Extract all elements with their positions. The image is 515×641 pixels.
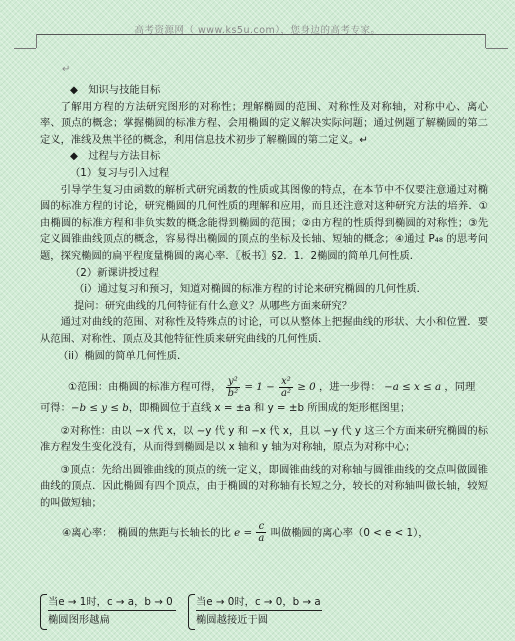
page-header: 高考资源网（ www.ks5u.com），您身边的高考专家。 <box>134 25 381 36</box>
lesson-body: 通过对曲线的范围、对称性及特殊点的讨论，可以从整体上把握曲线的形状、大小和位置．要从范围、对称性、顶点及其他特征性质来研究曲线的几何性质． <box>40 316 488 345</box>
range-eq-tail: ，进一步得： <box>319 381 381 394</box>
eccentricity-cases <box>40 594 488 630</box>
section-title-process: ◆ 过程与方法目标 <box>70 150 171 163</box>
symmetry-paragraph: ②对称性：由以 −x 代 x，以 −y 代 y 和 −x 代 x，且以 −y 代 y 这三个方面来研究椭圆的标准方程发生变化没有，从而得到椭圆是以 x 轴和 y 轴为对称轴，原点为对称中心； <box>40 424 488 454</box>
corner-mark-left <box>36 34 37 48</box>
header-rule <box>36 34 486 35</box>
lesson-point-i: （i）通过复习和预习，知道对椭圆的标准方程的讨论来研究椭圆的几何性质． <box>74 283 427 296</box>
fraction-y2-b2: $\frac{\text{y²}}{\text{b²}}$ <box>227 375 239 399</box>
subsection-review-body: 引导学生复习由函数的解析式研究函数的性质或其图像的特点，在本节中不仅要注意通过对椭圆的标准方程的讨论，研究椭圆的几何性质的理解和应用，而且还注意对这种研究方法的培养．①由椭圆的标准方程和非负实数的概念能得到椭圆的范围；②由方程的性质得到椭圆的对称性；③先定义圆锥曲线顶点的概念，容易得出椭圆的顶点的坐标及长轴、短轴的概念；④通过 P₄₈ 的思考问题，探究椭圆的扁平程度量椭圆的离心率．〖板书〗§2．1．2椭圆的简单几何性质． <box>40 183 488 262</box>
range-equation-line: ①范围：由椭圆的标准方程可得， $\frac{\text{y²}}{\text{b²}}$ = 1 − $\frac{\text{x²}}{\text{a²}}$ ≥ 0 ，进一步得： −a ≤ x ≤ a ，同理 <box>68 375 476 399</box>
eccentricity-e: e = <box>234 526 253 539</box>
range-tail: ，同理 <box>444 381 476 394</box>
document-body <box>40 60 488 546</box>
eccentricity-lead: ④离心率： 椭圆的焦距与长轴长的比 <box>62 526 231 539</box>
case-e-to-0: 当e → 0时，c → 0，b → a <box>196 596 321 608</box>
corner-mark-left-h <box>14 48 36 49</box>
case-divider-left <box>48 610 176 611</box>
right-brace <box>188 594 195 630</box>
case-flat: 椭圆图形越扁 <box>48 614 110 626</box>
fraction-x2-a2: $\frac{\text{x²}}{\text{a²}}$ <box>281 375 291 399</box>
eccentricity-line <box>40 520 488 546</box>
subsection-new-lesson: （2）新课讲授过程 <box>70 266 170 279</box>
range-ineq-x: −a ≤ x ≤ a <box>384 381 442 394</box>
corner-mark-right <box>485 34 486 48</box>
subsection-review: （1）复习与引入过程 <box>70 166 180 179</box>
left-brace <box>40 594 47 630</box>
corner-mark-right-h <box>486 48 508 49</box>
case-circle: 椭圆越接近于圆 <box>196 614 269 626</box>
lesson-question: 提问：研究曲线的几何特征有什么意义？从哪些方面来研究？ <box>74 299 353 312</box>
fraction-c-a: $\frac{c}{a}$ <box>258 521 265 545</box>
eccentricity-tail: 叫做椭圆的离心率（0 < e < 1）， <box>270 526 429 539</box>
range-lead: ①范围：由椭圆的标准方程可得， <box>68 381 222 394</box>
case-divider-right <box>196 610 322 611</box>
vertex-paragraph: ③顶点：先给出圆锥曲线的顶点的统一定义，即圆锥曲线的对称轴与圆锥曲线的交点叫做圆锥曲线的顶点．因此椭圆有四个顶点，由于椭圆的对称轴有长短之分，较长的对称轴叫做长轴，较短的叫做短轴； <box>40 463 488 510</box>
section-title-knowledge: ◆ 知识与技能目标 <box>70 84 171 96</box>
return-mark: ↵ <box>62 64 71 75</box>
range-continued: 可得：−b ≤ y ≤ b，即椭圆位于直线 x = ±a 和 y = ±b 所围成的矩形框图里； <box>40 402 411 415</box>
lesson-point-ii: （ii）椭圆的简单几何性质． <box>58 349 188 362</box>
section-body-knowledge: 了解用方程的方法研究图形的对称性；理解椭圆的范围、对称性及对称轴，对称中心、离心率、顶点的概念；掌握椭圆的标准方程、会用椭圆的定义解决实际问题；通过例题了解椭圆的第二定义，准线及焦半径的概念，利用信息技术初步了解椭圆的第二定义。↵ <box>40 100 488 146</box>
case-e-to-1: 当e → 1时，c → a，b → 0 <box>48 596 173 608</box>
